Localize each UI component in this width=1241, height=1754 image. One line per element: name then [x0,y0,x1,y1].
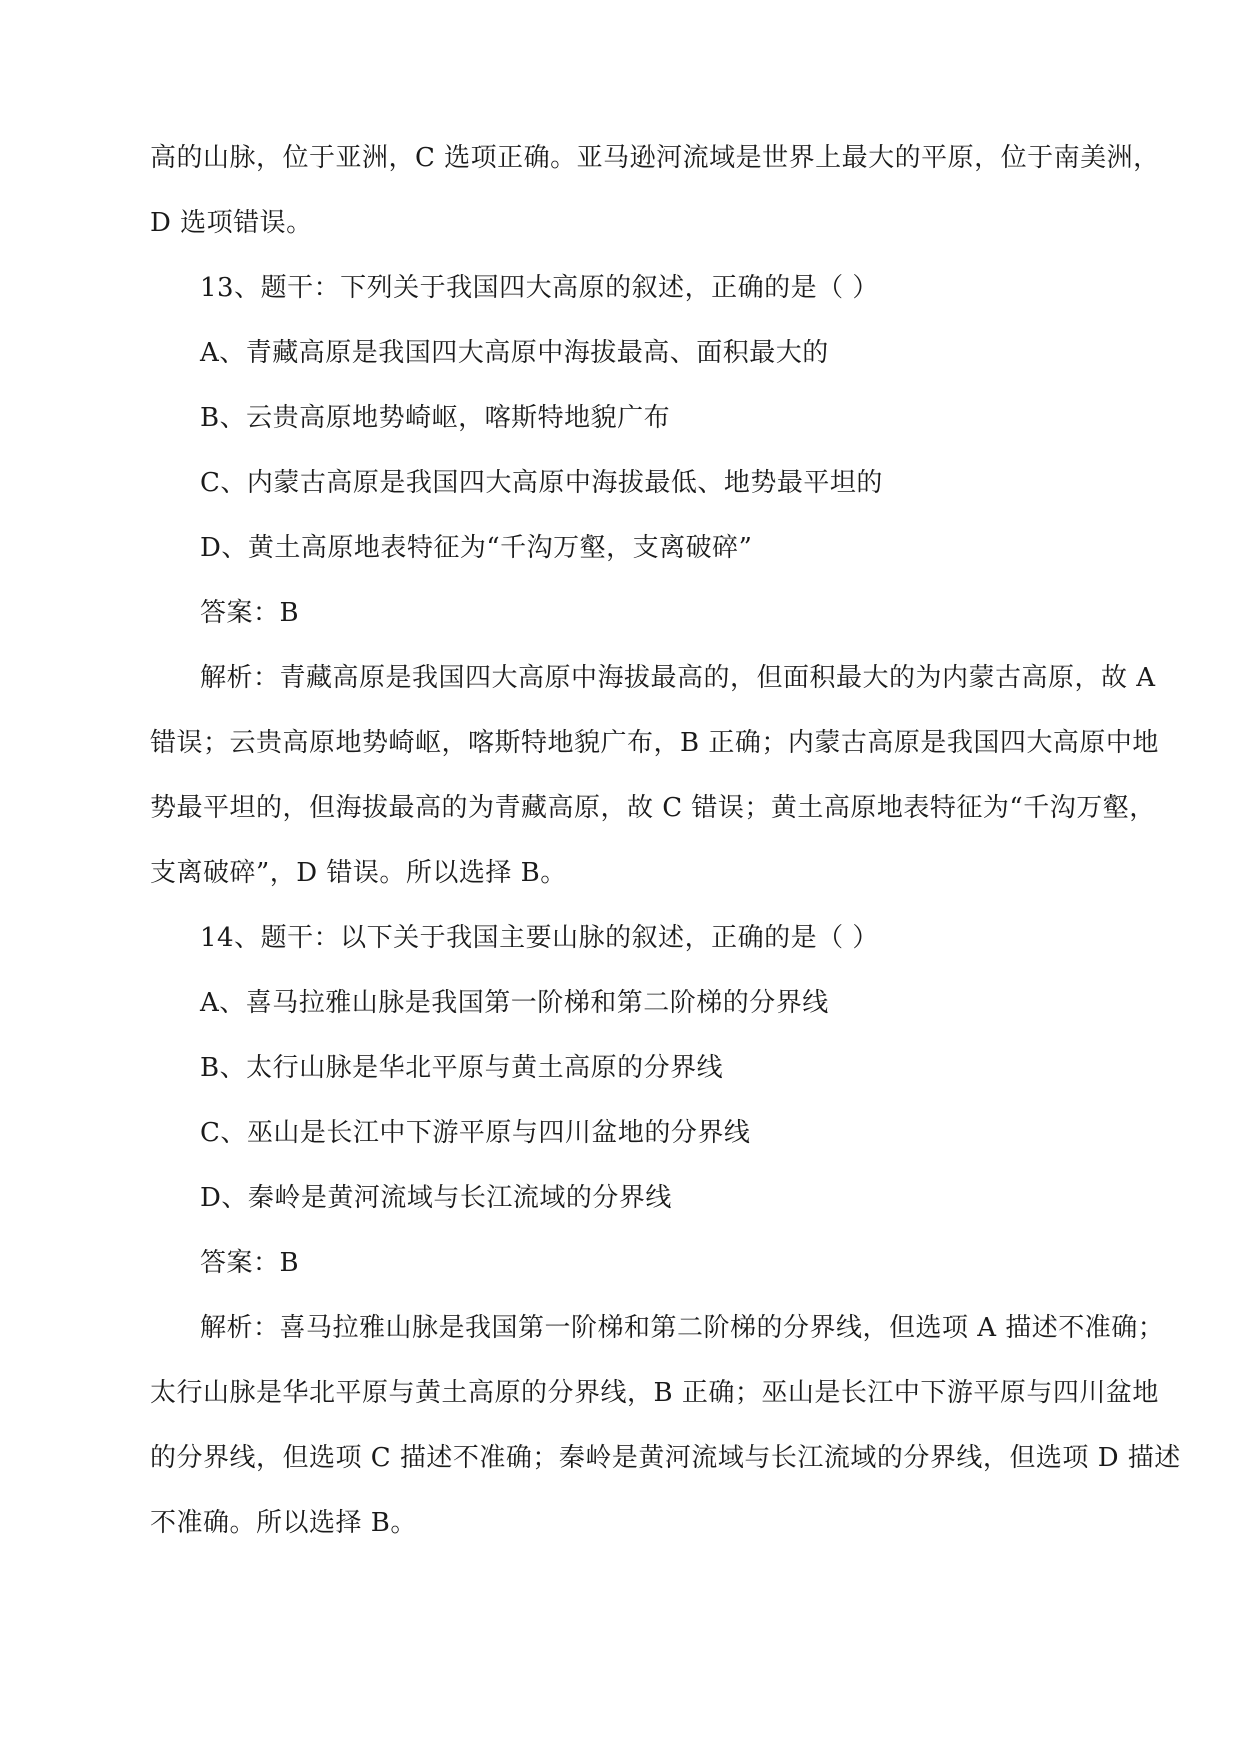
question-14 [150,918,1181,1568]
option-b: B、太行山脉是华北平原与黄土高原的分界线 [200,1053,724,1083]
explanation-line: 高的山脉，位于亚洲，C 选项正确。亚马逊河流域是世界上最大的平原，位于南美洲， [150,143,1160,173]
option-d: D、黄土高原地表特征为“千沟万壑，支离破碎” [200,533,753,563]
explanation-line: 不准确。所以选择 B。 [150,1508,417,1538]
option-c: C、内蒙古高原是我国四大高原中海拔最低、地势最平坦的 [200,468,883,498]
explanation-line: D 选项错误。 [150,208,313,238]
explanation-line: 太行山脉是华北平原与黄土高原的分界线，B 正确；巫山是长江中下游平原与四川盆地 [150,1378,1159,1408]
question-13 [150,268,1159,918]
option-b: B、云贵高原地势崎岖，喀斯特地貌广布 [200,403,671,433]
answer: 答案：B [200,1248,300,1278]
option-a: A、青藏高原是我国四大高原中海拔最高、面积最大的 [200,338,829,368]
option-c: C、巫山是长江中下游平原与四川盆地的分界线 [200,1118,751,1148]
explanation-line: 的分界线，但选项 C 描述不准确；秦岭是黄河流域与长江流域的分界线，但选项 D 描述 [150,1443,1181,1473]
option-a: A、喜马拉雅山脉是我国第一阶梯和第二阶梯的分界线 [200,988,829,1018]
option-d: D、秦岭是黄河流域与长江流域的分界线 [200,1183,672,1213]
explanation-line: 解析：青藏高原是我国四大高原中海拔最高的，但面积最大的为内蒙古高原，故 A [200,663,1156,693]
explanation-line: 势最平坦的，但海拔最高的为青藏高原，故 C 错误；黄土高原地表特征为“千沟万壑， [150,793,1156,823]
explanation-line: 支离破碎”，D 错误。所以选择 B。 [150,858,567,888]
document-body [150,138,1181,1568]
answer: 答案：B [200,598,300,628]
question-stem: 13、题干：下列关于我国四大高原的叙述，正确的是（ ） [200,273,879,303]
explanation-line: 解析：喜马拉雅山脉是我国第一阶梯和第二阶梯的分界线，但选项 A 描述不准确； [200,1313,1165,1343]
question-stem: 14、题干：以下关于我国主要山脉的叙述，正确的是（ ） [200,923,879,953]
explanation-line: 错误；云贵高原地势崎岖，喀斯特地貌广布，B 正确；内蒙古高原是我国四大高原中地 [150,728,1159,758]
